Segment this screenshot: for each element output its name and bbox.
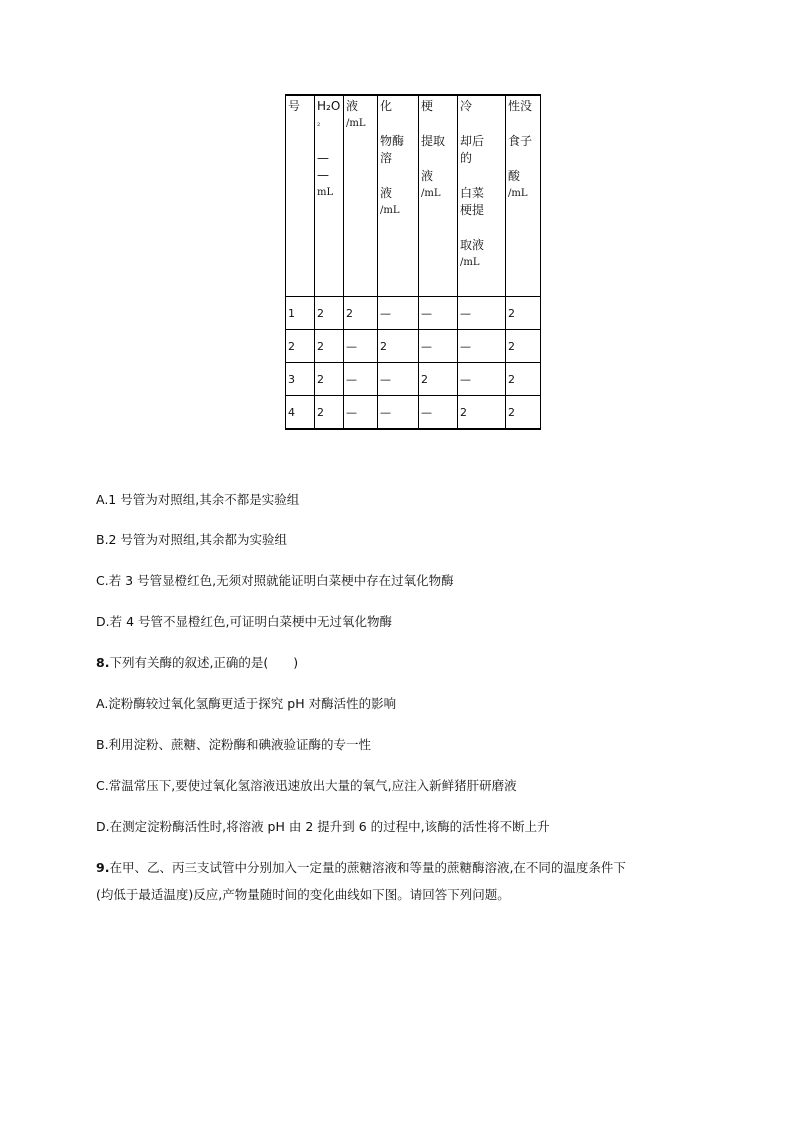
table-cell: 2 <box>344 297 378 330</box>
header-line <box>460 167 503 185</box>
table-cell: 3 <box>286 363 315 396</box>
table-cell: 2 <box>419 363 458 396</box>
q7-option-c: C.若 3 号管显橙红色,无须对照就能证明白菜梗中存在过氧化物酶 <box>96 573 454 588</box>
q7-option-b: B.2 号管为对照组,其余都为实验组 <box>96 532 287 547</box>
table-cell: 1 <box>286 297 315 330</box>
header-line: 白菜 <box>460 186 485 200</box>
table-cell: 2 <box>506 396 541 430</box>
q8-option-d: D.在测定淀粉酶活性时,将溶液 pH 由 2 提升到 6 的过程中,该酶的活性将不断上升 <box>96 819 550 834</box>
q7-option-d: D.若 4 号管不显橙红色,可证明白菜梗中无过氧化物酶 <box>96 614 392 629</box>
table-cell: — <box>419 297 458 330</box>
header-line: 物酶 <box>380 134 405 148</box>
table-cell: 2 <box>458 396 506 430</box>
table-cell: 4 <box>286 396 315 430</box>
q7-option-a: A.1 号管为对照组,其余不都是实验组 <box>96 492 300 507</box>
table-cell: — <box>458 297 506 330</box>
table-row <box>286 330 541 363</box>
header-line: — <box>317 168 329 182</box>
q9-text-1: 在甲、乙、丙三支试管中分别加入一定量的蔗糖溶液和等量的蔗糖酶溶液,在不同的温度条件下 <box>109 860 626 875</box>
header-cell <box>344 95 378 297</box>
header-cell <box>286 95 315 297</box>
table-cell: 2 <box>506 330 541 363</box>
header-cell <box>458 95 506 297</box>
table-row <box>286 396 541 430</box>
header-line: 液 <box>421 169 434 183</box>
header-line: — <box>317 151 329 165</box>
table-cell: — <box>419 330 458 363</box>
table-cell: 2 <box>286 330 315 363</box>
header-cell <box>378 95 419 297</box>
header-cell <box>315 95 344 297</box>
header-cell <box>419 95 458 297</box>
table-cell: — <box>344 363 378 396</box>
header-line <box>317 132 341 150</box>
table-cell: — <box>344 396 378 430</box>
header-line: 取液 <box>460 238 485 252</box>
header-line: 液 <box>346 99 359 113</box>
header-line <box>421 150 455 168</box>
q9-number: 9. <box>96 860 110 875</box>
table-cell: 2 <box>506 363 541 396</box>
q8-option-a: A.淀粉酶较过氧化氢酶更适于探究 pH 对酶活性的影响 <box>96 696 397 711</box>
header-line: /mL <box>380 205 400 216</box>
table-cell: — <box>344 330 378 363</box>
header-line: 提取 <box>421 134 446 148</box>
q9-stem-line2: (均低于最适温度)反应,产物量随时间的变化曲线如下图。请回答下列问题。 <box>96 887 510 902</box>
table-row <box>286 363 541 396</box>
header-line <box>421 115 455 133</box>
header-line: 梗提 <box>460 203 485 217</box>
header-line: /mL <box>508 188 528 199</box>
header-line: /mL <box>421 188 441 199</box>
table-cell: — <box>419 396 458 430</box>
experiment-table <box>285 94 541 430</box>
header-line: H₂O <box>317 99 341 113</box>
table-cell: 2 <box>315 363 344 396</box>
table-cell: 2 <box>315 297 344 330</box>
table-cell: 2 <box>378 330 419 363</box>
table-cell: — <box>378 297 419 330</box>
table-cell: 2 <box>506 297 541 330</box>
header-line <box>460 115 503 133</box>
q8-option-b: B.利用淀粉、蔗糖、淀粉酶和碘液验证酶的专一性 <box>96 737 372 752</box>
header-line: 酸 <box>508 169 521 183</box>
table-header-row <box>286 95 541 297</box>
q8-text: 下列有关酶的叙述,正确的是( ) <box>109 655 299 670</box>
header-line: mL <box>317 187 334 198</box>
header-line: 液 <box>380 186 393 200</box>
header-line <box>508 150 538 168</box>
q8-number: 8. <box>96 655 110 670</box>
header-line: 却后 <box>460 134 485 148</box>
header-line: 冷 <box>460 99 473 113</box>
table-cell: — <box>458 363 506 396</box>
header-line: /mL <box>460 257 480 268</box>
table-cell: — <box>378 396 419 430</box>
header-line: 食子 <box>508 134 533 148</box>
header-line: 性没 <box>508 99 533 113</box>
header-line: /mL <box>346 118 366 129</box>
table-cell: 2 <box>315 396 344 430</box>
header-line: ₂ <box>317 119 321 128</box>
header-line: 溶 <box>380 151 393 165</box>
table-cell: — <box>458 330 506 363</box>
table-cell: — <box>378 363 419 396</box>
header-line: 的 <box>460 151 473 165</box>
header-line: 号 <box>288 99 301 113</box>
header-line <box>380 115 416 133</box>
table-cell: 2 <box>315 330 344 363</box>
header-line <box>380 167 416 185</box>
header-cell <box>506 95 541 297</box>
q8-stem <box>96 654 298 672</box>
header-line <box>460 219 503 237</box>
q9-stem-line1 <box>96 859 626 877</box>
q8-option-c: C.常温常压下,要使过氧化氢溶液迅速放出大量的氧气,应注入新鲜猪肝研磨液 <box>96 778 517 793</box>
header-line: 梗 <box>421 99 434 113</box>
table-row <box>286 297 541 330</box>
header-line <box>508 115 538 133</box>
header-line: 化 <box>380 99 393 113</box>
